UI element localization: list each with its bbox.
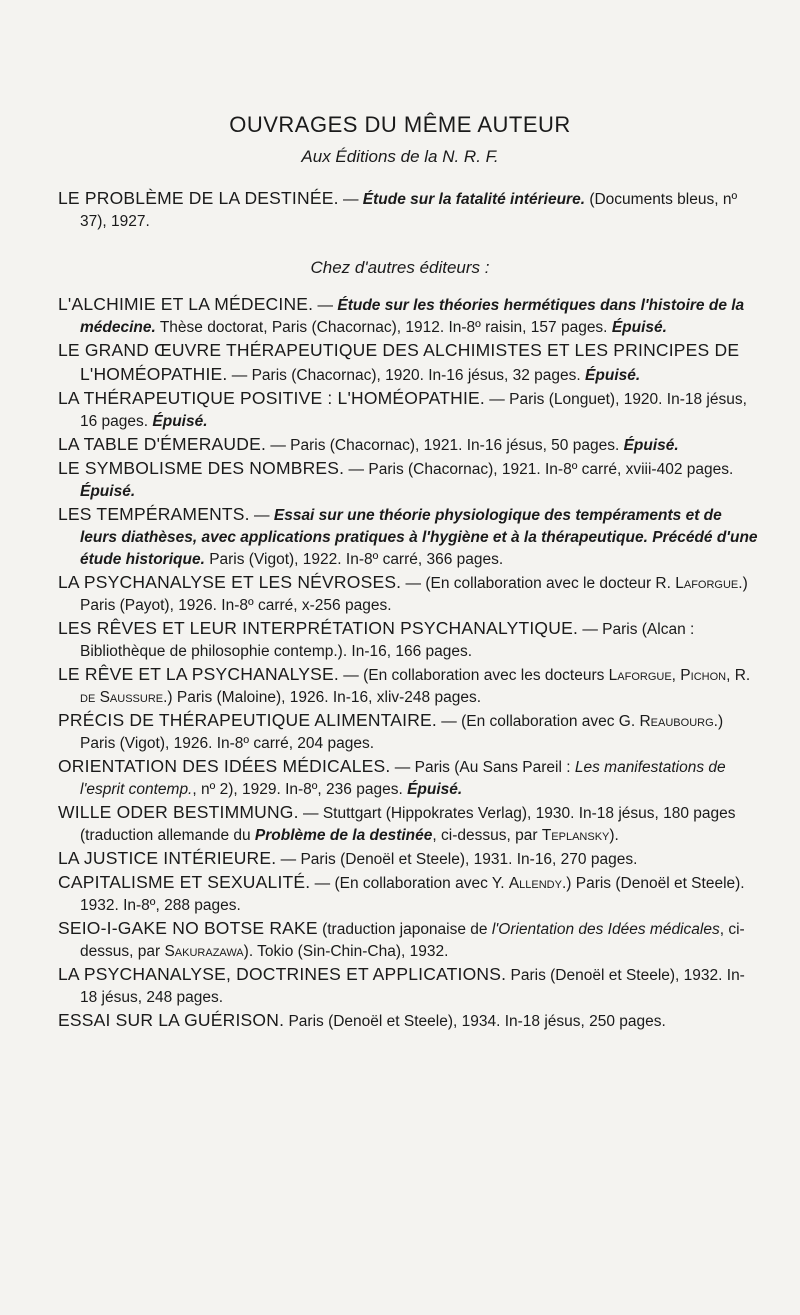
- list-item: LE RÊVE ET LA PSYCHANALYSE. — (En collaboration avec les docteurs Laforgue, Pichon, R. de Saussure.) Paris (Maloine), 1926. In-16, xliv-248 pages.: [58, 664, 751, 706]
- list-item: ORIENTATION DES IDÉES MÉDICALES. — Paris (Au Sans Pareil : Les manifestations de l'esprit contemp., nº 2), 1929. In-8º, 236 pages. Épuisé.: [58, 756, 726, 798]
- list-item: L'ALCHIMIE ET LA MÉDECINE. — Étude sur les théories hermétiques dans l'histoire de la médecine. Thèse doctorat, Paris (Chacornac), 1912. In-8º raisin, 157 pages. Épuisé.: [58, 294, 745, 336]
- list-item: LA JUSTICE INTÉRIEURE. — Paris (Denoël et Steele), 1931. In-16, 270 pages.: [58, 848, 638, 868]
- list-item: SEIO-I-GAKE NO BOTSE RAKE (traduction japonaise de l'Orientation des Idées médicales, ci-dessus, par Sakurazawa). Tokio (Sin-Chin-Cha), 1932.: [58, 918, 745, 960]
- list-item: CAPITALISME ET SEXUALITÉ. — (En collaboration avec Y. Allendy.) Paris (Denoël et Steele). 1932. In-8º, 288 pages.: [58, 872, 745, 914]
- list-item: LES RÊVES ET LEUR INTERPRÉTATION PSYCHANALYTIQUE. — Paris (Alcan : Bibliothèque de philosophie contemp.). In-16, 166 pages.: [58, 618, 695, 660]
- section-nrf: [58, 187, 758, 233]
- list-item: ESSAI SUR LA GUÉRISON. Paris (Denoël et Steele), 1934. In-18 jésus, 250 pages.: [58, 1010, 666, 1030]
- list-item: WILLE ODER BESTIMMUNG. — Stuttgart (Hippokrates Verlag), 1930. In-18 jésus, 180 pages (traduction allemande du Problème de la destinée, ci-dessus, par Teplansky).: [58, 802, 736, 844]
- list-item: LE PROBLÈME DE LA DESTINÉE. — Étude sur la fatalité intérieure. (Documents bleus, nº 37), 1927.: [58, 188, 738, 230]
- section-heading-other: Chez d'autres éditeurs :: [310, 258, 490, 277]
- list-item: LA TABLE D'ÉMERAUDE. — Paris (Chacornac), 1921. In-16 jésus, 50 pages. Épuisé.: [58, 434, 679, 454]
- list-item: LA THÉRAPEUTIQUE POSITIVE : L'HOMÉOPATHIE. — Paris (Longuet), 1920. In-18 jésus, 16 pages. Épuisé.: [58, 388, 747, 430]
- list-item: LA PSYCHANALYSE ET LES NÉVROSES. — (En collaboration avec le docteur R. Laforgue.) Paris (Payot), 1926. In-8º carré, x-256 pages.: [58, 572, 748, 614]
- list-item: LE GRAND ŒUVRE THÉRAPEUTIQUE DES ALCHIMISTES ET LES PRINCIPES DE L'HOMÉOPATHIE. — Paris (Chacornac), 1920. In-16 jésus, 32 pages. Épuisé.: [58, 340, 740, 384]
- list-item: LA PSYCHANALYSE, DOCTRINES ET APPLICATIONS. Paris (Denoël et Steele), 1932. In-18 jésus, 248 pages.: [58, 964, 745, 1006]
- publisher-line: Aux Éditions de la N. R. F.: [301, 147, 499, 166]
- page-title: OUVRAGES DU MÊME AUTEUR: [229, 112, 571, 137]
- list-item: PRÉCIS DE THÉRAPEUTIQUE ALIMENTAIRE. — (En collaboration avec G. Reaubourg.) Paris (Vigot), 1926. In-8º carré, 204 pages.: [58, 710, 724, 752]
- list-item: LE SYMBOLISME DES NOMBRES. — Paris (Chacornac), 1921. In-8º carré, xviii-402 pages. Épuisé.: [58, 458, 734, 500]
- list-item: LES TEMPÉRAMENTS. — Essai sur une théorie physiologique des tempéraments et de leurs diathèses, avec applications pratiques à l'hygiène et à la thérapeutique. Précédé d'une étude historique. Paris (Vigot), 1922. In-8º carré, 366 pages.: [58, 504, 758, 568]
- section-other: [58, 293, 758, 1033]
